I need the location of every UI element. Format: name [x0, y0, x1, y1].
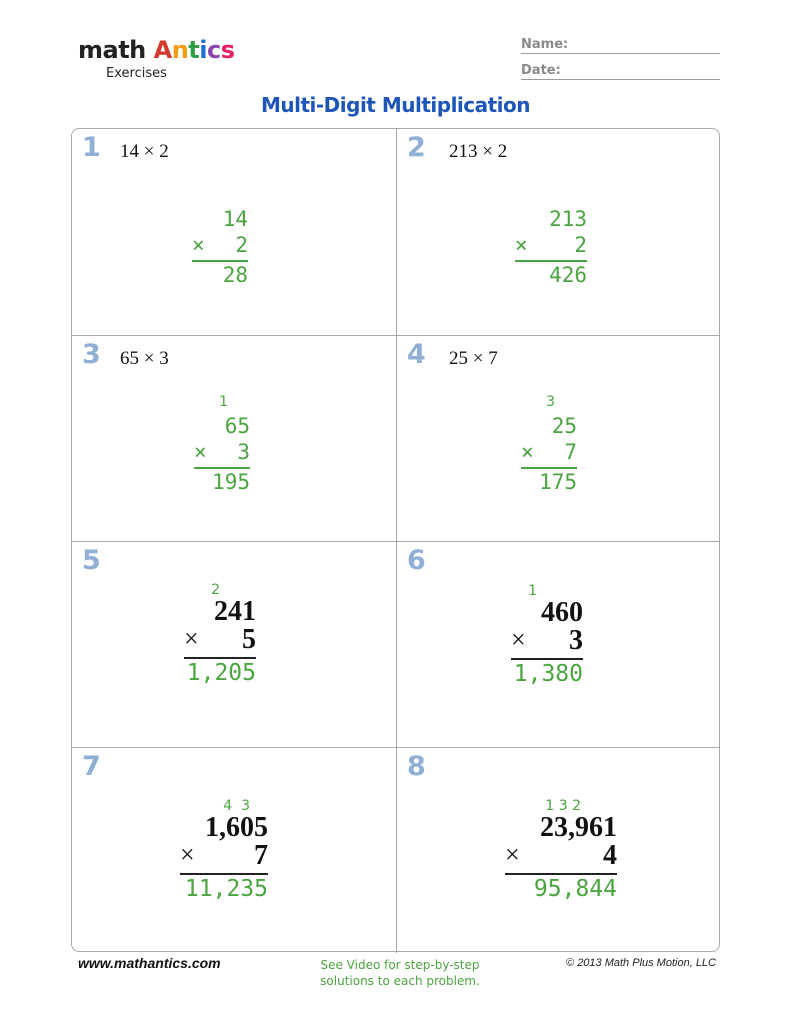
bottom-factor: 5	[242, 624, 256, 655]
answer-line	[194, 467, 250, 469]
worked-solution	[515, 207, 587, 287]
problem-number: 8	[407, 751, 426, 782]
logo-letter: A	[153, 36, 172, 64]
problem-number: 1	[82, 132, 101, 163]
answer: 11,235	[184, 876, 268, 902]
problem-cell-6	[396, 541, 720, 747]
answer-line	[184, 657, 256, 659]
times-sign: ×	[515, 233, 528, 257]
bottom-factor: 7	[254, 840, 268, 871]
answer: 1,205	[186, 660, 256, 686]
answer: 95,844	[533, 876, 617, 902]
carry-digits: 1	[528, 583, 537, 599]
logo-letter: t	[188, 36, 200, 64]
problem-grid	[71, 128, 720, 952]
video-note	[300, 957, 500, 989]
answer: 426	[549, 263, 587, 287]
answer-line	[511, 658, 583, 660]
times-sign: ×	[505, 840, 520, 869]
top-factor: 241	[214, 596, 256, 627]
times-sign: ×	[180, 840, 195, 869]
worked-solution	[180, 798, 268, 908]
carry-digits: 4 3	[223, 798, 250, 814]
worked-solution	[192, 207, 248, 287]
top-factor: 25	[551, 414, 577, 438]
top-factor: 14	[222, 207, 248, 231]
top-factor: 1,605	[205, 812, 268, 843]
name-field[interactable]	[521, 37, 720, 54]
carry-digits: 1 3 2	[545, 798, 581, 814]
website-link[interactable]: www.mathantics.com	[78, 955, 221, 971]
top-factor: 213	[549, 207, 587, 231]
times-sign: ×	[192, 233, 205, 257]
bottom-factor: 2	[574, 233, 587, 257]
answer-line	[521, 467, 577, 469]
top-factor: 460	[541, 597, 583, 628]
problem-number: 5	[82, 545, 101, 576]
problem-number: 7	[82, 751, 101, 782]
page-title: Multi-Digit Multiplication	[260, 93, 531, 117]
top-factor: 65	[224, 414, 250, 438]
copyright: © 2013 Math Plus Motion, LLC	[566, 957, 716, 969]
problem-cell-8	[396, 747, 720, 953]
carry-digits: 2	[211, 582, 220, 598]
logo-letter: c	[207, 36, 221, 64]
top-factor: 23,961	[540, 812, 617, 843]
logo-letter: s	[220, 36, 235, 64]
answer: 175	[539, 470, 577, 494]
worked-solution	[505, 798, 617, 908]
answer: 195	[212, 470, 250, 494]
video-note-line: See Video for step-by-step	[320, 958, 480, 972]
times-sign: ×	[511, 625, 526, 654]
carry-digits: 3	[546, 394, 555, 410]
bottom-factor: 2	[235, 233, 248, 257]
date-label: Date:	[521, 63, 561, 78]
logo-wordmark	[78, 38, 235, 62]
answer: 28	[222, 263, 248, 287]
bottom-factor: 4	[603, 840, 617, 871]
times-sign: ×	[521, 440, 534, 464]
problem-number: 6	[407, 545, 426, 576]
problem-cell-5	[72, 541, 396, 747]
problem-cell-4	[396, 335, 720, 541]
problem-cell-2	[396, 129, 720, 335]
worked-solution	[184, 582, 256, 692]
logo-math-text: math	[78, 36, 146, 64]
problem-statement: 65 × 3	[120, 348, 169, 369]
problem-cell-7	[72, 747, 396, 953]
problem-statement: 25 × 7	[449, 348, 498, 369]
problem-number: 2	[407, 132, 426, 163]
problem-statement: 213 × 2	[449, 141, 508, 162]
carry-digits: 1	[219, 394, 228, 410]
answer-line	[192, 260, 248, 262]
answer-line	[505, 873, 617, 875]
times-sign: ×	[184, 624, 199, 653]
answer: 1,380	[513, 661, 583, 687]
video-note-line: solutions to each problem.	[320, 974, 480, 988]
bottom-factor: 3	[569, 625, 583, 656]
logo-subtitle: Exercises	[106, 66, 167, 81]
math-antics-logo	[78, 38, 235, 81]
date-field[interactable]	[521, 63, 720, 80]
problem-statement: 14 × 2	[120, 141, 169, 162]
logo-letter: n	[171, 36, 189, 64]
answer-line	[180, 873, 268, 875]
problem-cell-1	[72, 129, 396, 335]
problem-cell-3	[72, 335, 396, 541]
logo-letter: i	[199, 36, 208, 64]
bottom-factor: 7	[564, 440, 577, 464]
worked-solution	[521, 394, 577, 494]
problem-number: 4	[407, 339, 426, 370]
worked-solution	[511, 583, 583, 693]
times-sign: ×	[194, 440, 207, 464]
name-label: Name:	[521, 37, 569, 52]
worked-solution	[194, 394, 250, 494]
bottom-factor: 3	[237, 440, 250, 464]
answer-line	[515, 260, 587, 262]
problem-number: 3	[82, 339, 101, 370]
